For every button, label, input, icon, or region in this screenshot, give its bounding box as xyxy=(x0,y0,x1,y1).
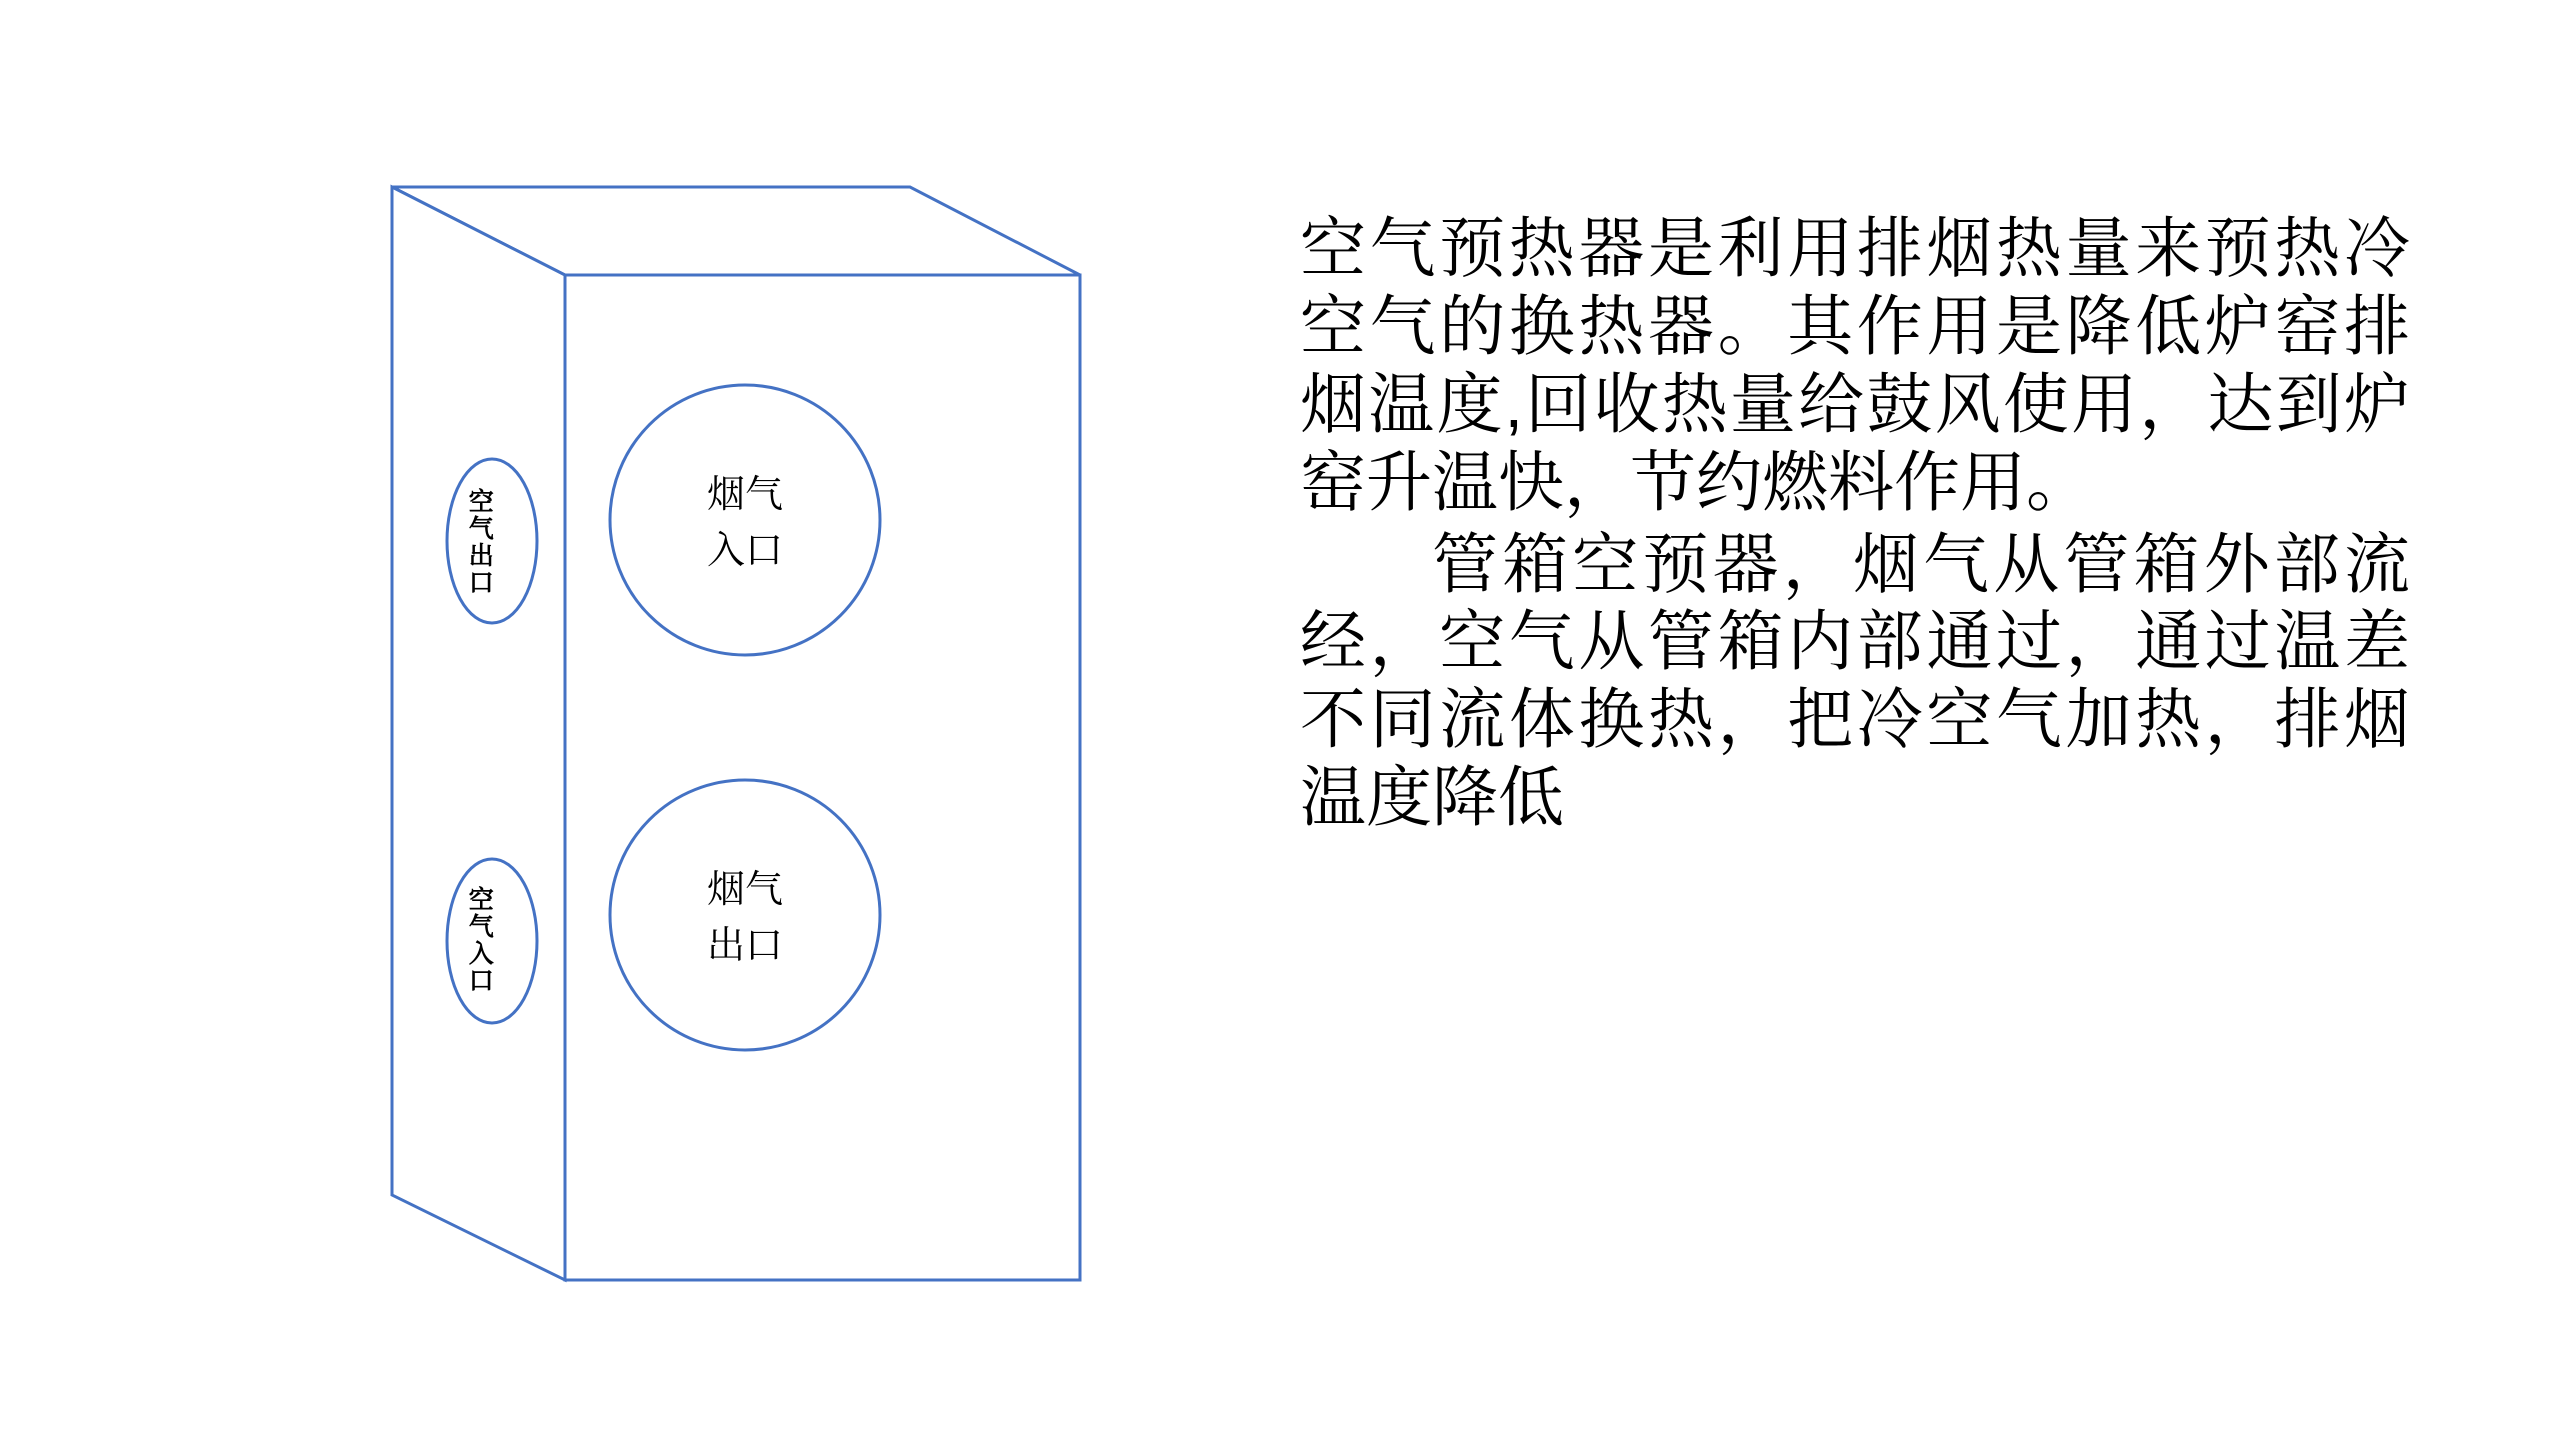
box-side-face xyxy=(392,187,565,1280)
flue-gas-inlet-label-line1: 烟气 xyxy=(706,474,784,517)
air-preheater-diagram xyxy=(380,175,1200,1325)
paragraph-2: 管箱空预器，烟气从管箱外部流经，空气从管箱内部通过，通过温差不同流体换热，把冷空气加热，排烟温度降低 xyxy=(1300,526,2410,835)
air-inlet-label: 空气入口 xyxy=(465,886,494,994)
flue-gas-outlet-label-line1: 烟气 xyxy=(706,869,784,912)
flue-gas-outlet-port xyxy=(610,780,880,1050)
paragraph-1: 空气预热器是利用排烟热量来预热冷空气的换热器。其作用是降低炉窑排烟温度,回收热量给鼓风使用，达到炉窑升温快，节约燃料作用。 xyxy=(1300,211,2410,519)
flue-gas-inlet-port xyxy=(610,385,880,655)
flue-gas-outlet-label-line2: 出口 xyxy=(706,925,784,968)
flue-gas-inlet-label-line2: 入口 xyxy=(706,530,784,573)
air-outlet-label: 空气出口 xyxy=(465,488,494,596)
box-3d-drawing xyxy=(380,175,1200,1325)
description-text-block xyxy=(1300,210,2410,837)
